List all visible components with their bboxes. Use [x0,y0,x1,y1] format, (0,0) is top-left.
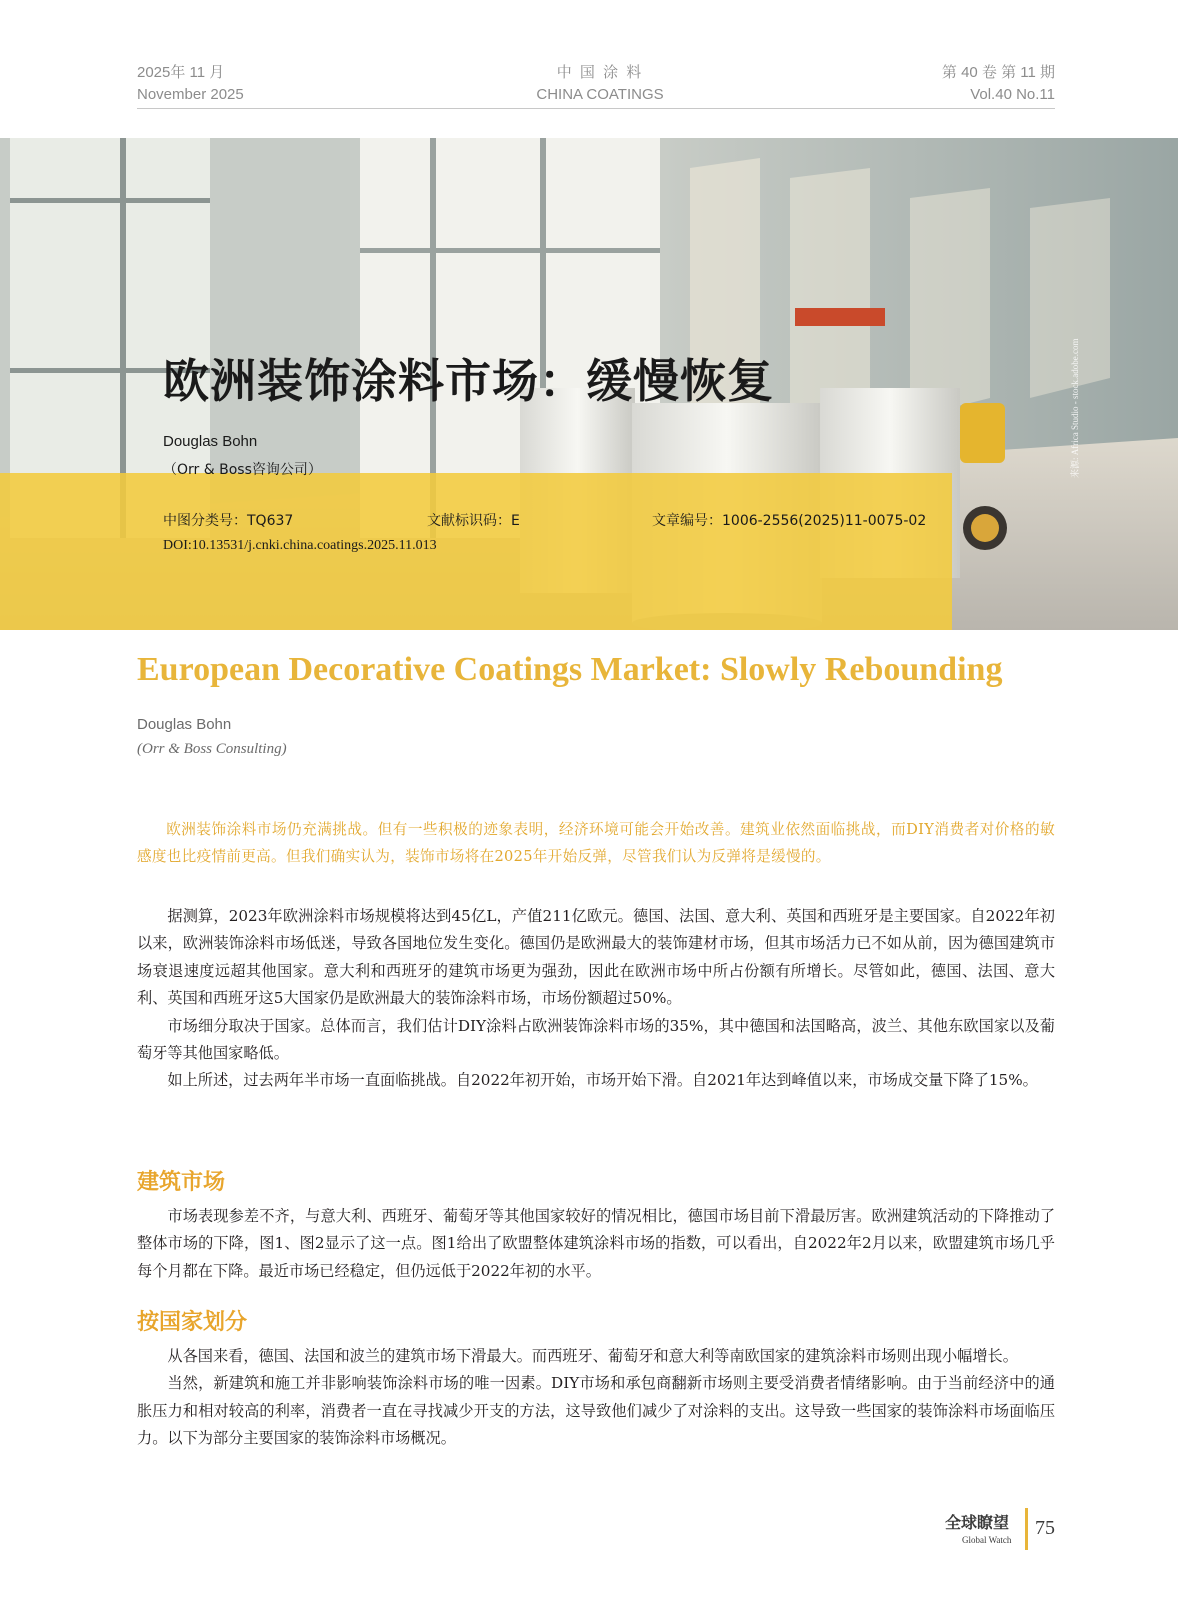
header-issue-cn: 第 40 卷 第 11 期 [941,64,1055,81]
paragraph: 市场表现参差不齐，与意大利、西班牙、葡萄牙等其他国家较好的情况相比，德国市场目前下滑最厉害。欧洲建筑活动的下降推动了整体市场的下降，图1、图2显示了这一点。图1给出了欧盟整体建筑涂料市场的指数，可以看出，自2022年2月以来，欧盟建筑市场几乎每个月都在下降。最近市场已经稳定，但仍远低于2022年初的水平。 [137,1207,1055,1280]
doi: DOI:10.13531/j.cnki.china.coatings.2025.11.013 [163,538,437,553]
title-banner [0,473,952,630]
section-heading-by-country: 按国家划分 [137,1310,248,1335]
section-heading-construction: 建筑市场 [137,1170,226,1195]
page-number: 75 [1035,1517,1055,1539]
footer-section-cn: 全球瞭望 [945,1513,1010,1532]
article-number: 文章编号：1006-2556(2025)11-0075-02 [652,513,927,529]
paragraph: 市场细分取决于国家。总体而言，我们估计DIY涂料占欧洲装饰涂料市场的35%，其中德国和法国略高，波兰、其他东欧国家以及葡萄牙等其他国家略低。 [137,1016,1055,1063]
section1-body [137,1203,1055,1285]
english-title: European Decorative Coatings Market: Slowly Rebounding [137,651,1003,688]
paragraph: 从各国来看，德国、法国和波兰的建筑市场下滑最大。而西班牙、葡萄牙和意大利等南欧国家的建筑涂料市场则出现小幅增长。 [167,1347,1018,1365]
header-journal-en: CHINA COATINGS [536,86,664,103]
classification-number: 中图分类号：TQ637 [163,513,294,529]
banner-affiliation: （Orr & Boss咨询公司） [163,462,322,478]
header-journal-cn: 中 国 涂 料 [556,64,644,81]
header-issue-en: Vol.40 No.11 [970,86,1055,103]
header-date-en: November 2025 [137,86,244,103]
english-author: Douglas Bohn [137,716,232,733]
section2-body [137,1343,1055,1453]
intro-body [137,903,1055,1095]
paragraph: 如上所述，过去两年半市场一直面临挑战。自2022年初开始，市场开始下滑。自2021年达到峰值以来，市场成交量下降了15%。 [167,1071,1038,1090]
banner-author: Douglas Bohn [163,433,258,450]
header-rule [137,108,1055,109]
photo-credit: 来源: Africa Studio - stock.adobe.com [1070,338,1080,478]
footer-section-en: Global Watch [962,1535,1012,1545]
header-date-cn: 2025年 11 月 [137,64,225,81]
english-affiliation: (Orr & Boss Consulting) [137,741,287,757]
abstract-text: 欧洲装饰涂料市场仍充满挑战。但有一些积极的迹象表明，经济环境可能会开始改善。建筑业依然面临挑战，而DIY消费者对价格的敏感度也比疫情前更高。但我们确实认为，装饰市场将在2025年开始反弹，尽管我们认为反弹将是缓慢的。 [137,821,1055,866]
footer-divider [1025,1508,1028,1550]
paragraph: 据测算，2023年欧洲涂料市场规模将达到45亿L，产值211亿欧元。德国、法国、意大利、英国和西班牙是主要国家。自2022年初以来，欧洲装饰涂料市场低迷，导致各国地位发生变化。德国仍是欧洲最大的装饰建材市场，但其市场活力已不如从前，因为德国建筑市场衰退速度远超其他国家。意大利和西班牙的建筑市场更为强劲，因此在欧洲市场中所占份额有所增长。尽管如此，德国、法国、意大利、英国和西班牙这5大国家仍是欧洲最大的装饰涂料市场，市场份额超过50%。 [137,907,1055,1008]
chinese-title: 欧洲装饰涂料市场：缓慢恢复 [163,354,774,408]
paragraph: 当然，新建筑和施工并非影响装饰涂料市场的唯一因素。DIY市场和承包商翻新市场则主要受消费者情绪影响。由于当前经济中的通胀压力和相对较高的利率，消费者一直在寻找减少开支的方法，这导致他们减少了对涂料的支出。这导致一些国家的装饰涂料市场面临压力。以下为部分主要国家的装饰涂料市场概况。 [137,1374,1055,1448]
abstract [137,816,1055,871]
document-code: 文献标识码：E [427,513,520,529]
